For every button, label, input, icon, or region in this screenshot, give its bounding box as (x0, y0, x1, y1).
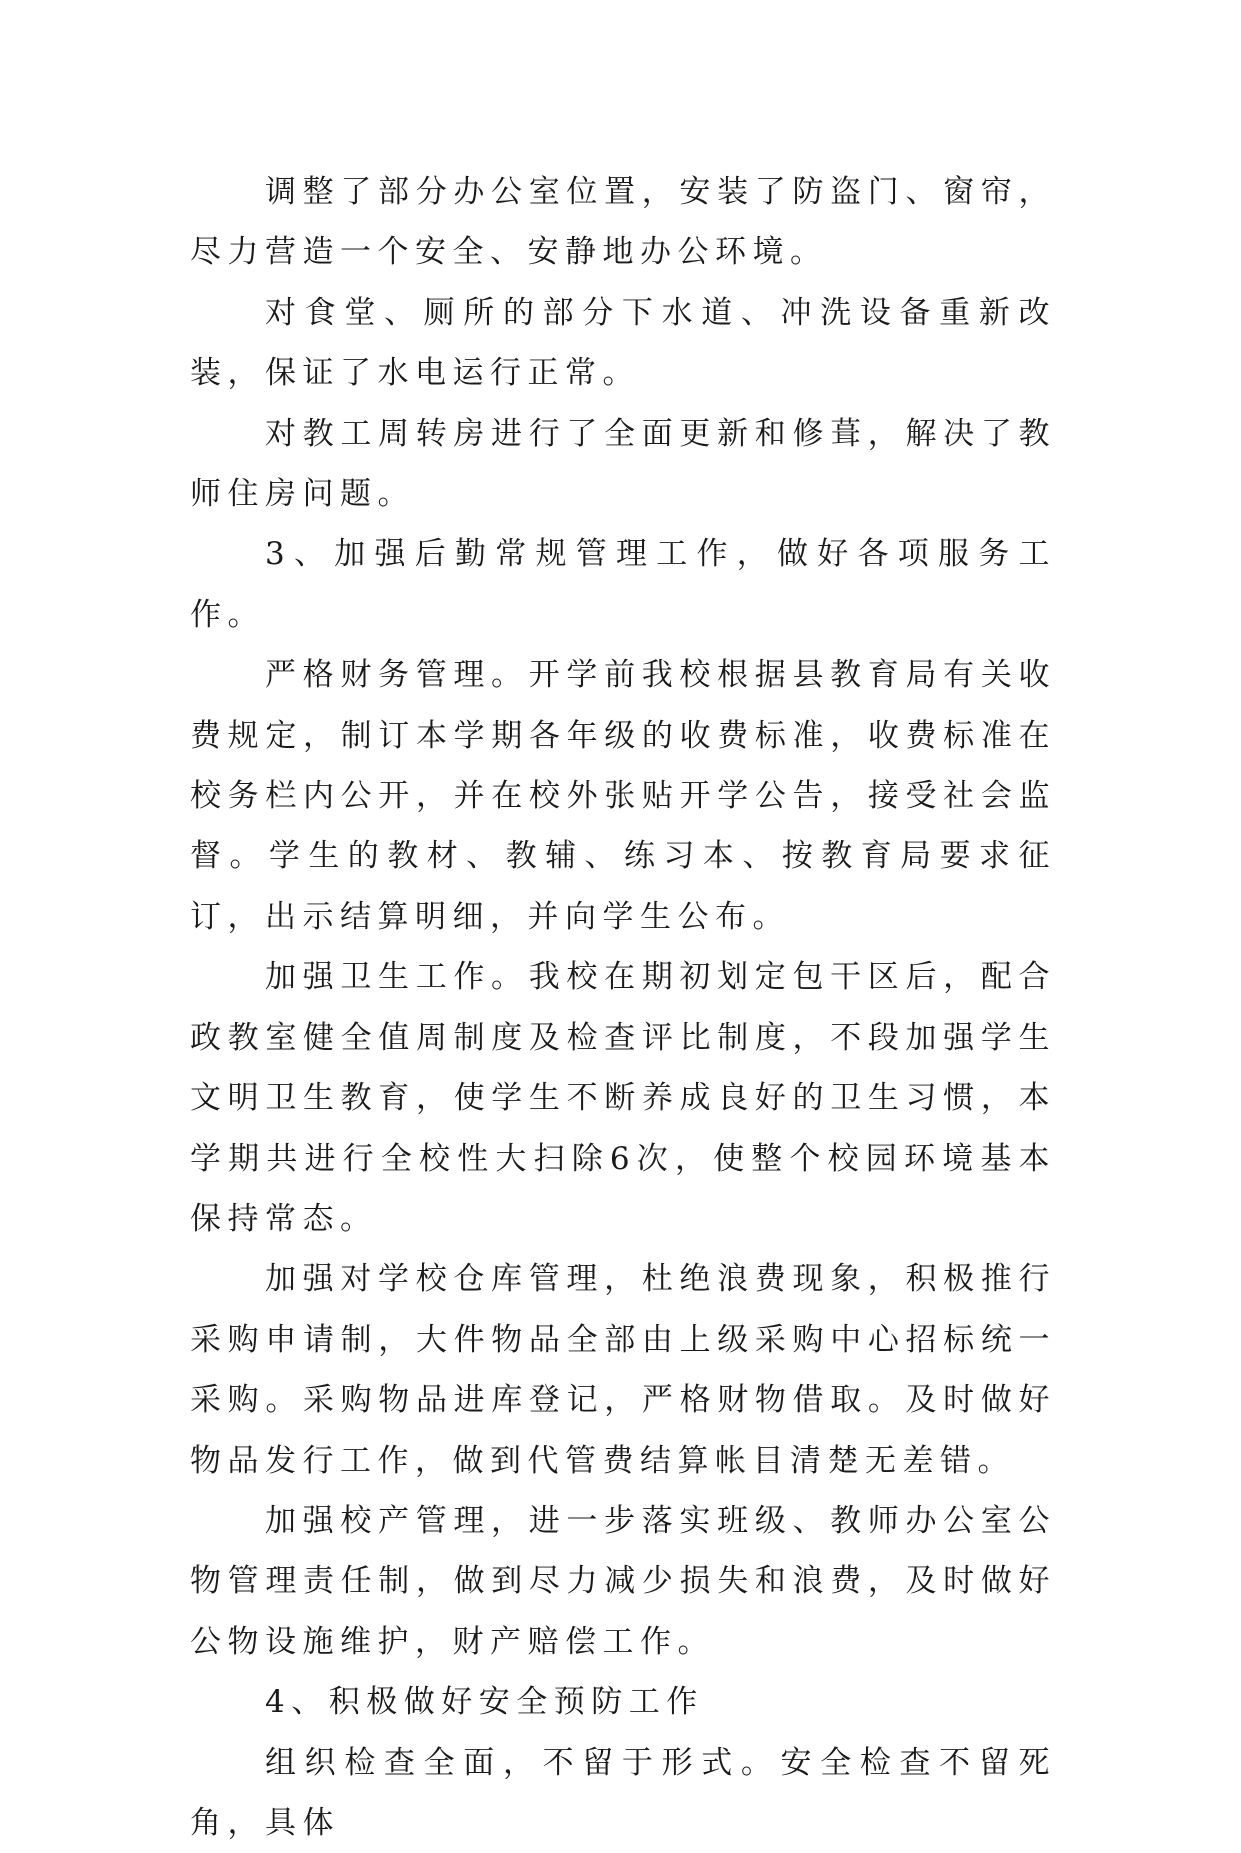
section-heading-safety: 4、积极做好安全预防工作 (265, 1684, 704, 1721)
paragraph-hygiene-work: 加强卫生工作。我校在期初划定包干区后，配合政教室健全值周制度及检查评比制度，不段加强学生文明卫生教育，使学生不断养成良好的卫生习惯，本学期共进行全校性大扫除6次，使整个校园环境基本保持常态。 (190, 959, 1056, 1237)
section-heading-logistics: 3、加强后勤常规管理工作，做好各项服务工作。 (190, 536, 1056, 633)
paragraph-office-adjustment: 调整了部分办公室位置，安装了防盗门、窗帘，尽力营造一个安全、安静地办公环境。 (190, 174, 1056, 271)
document-body (190, 162, 1056, 1853)
paragraph-warehouse-management: 加强对学校仓库管理，杜绝浪费现象，积极推行采购申请制，大件物品全部由上级采购中心招标统一采购。采购物品进库登记，严格财物借取。及时做好物品发行工作，做到代管费结算帐目清楚无差错。 (190, 1261, 1056, 1479)
paragraph-asset-management: 加强校产管理，进一步落实班级、教师办公室公物管理责任制，做到尽力减少损失和浪费，及时做好公物设施维护，财产赔偿工作。 (190, 1502, 1056, 1660)
paragraph-staff-housing: 对教工周转房进行了全面更新和修葺，解决了教师住房问题。 (190, 415, 1056, 513)
paragraph-finance-management: 严格财务管理。开学前我校根据县教育局有关收费规定，制订本学期各年级的收费标准，收费标准在校务栏内公开，并在校外张贴开学公告，接受社会监督。学生的教材、教辅、练习本、按教育局要求征订，出示结算明细，并向学生公布。 (190, 657, 1056, 935)
paragraph-safety-inspection: 组织检查全面，不留于形式。安全检查不留死角，具体 (190, 1744, 1056, 1841)
paragraph-canteen-drainage: 对食堂、厕所的部分下水道、冲洗设备重新改装，保证了水电运行正常。 (190, 294, 1056, 392)
